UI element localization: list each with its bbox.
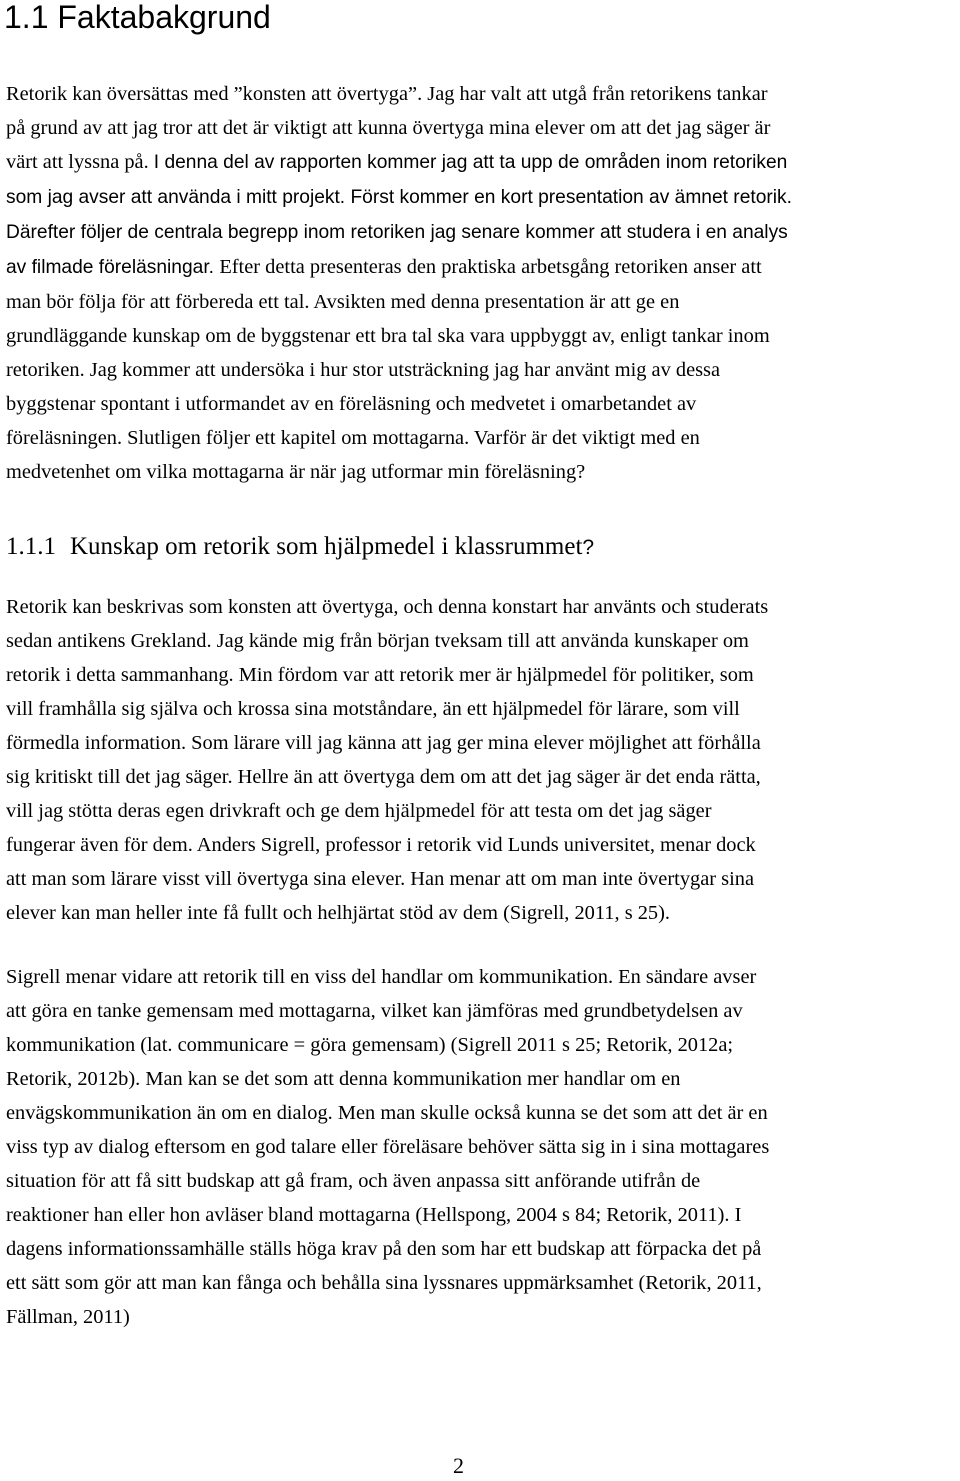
text-line: Retorik kan beskrivas som konsten att övertyga, och denna konstart har använts och studerats [6,596,769,618]
text-line: sig kritiskt till det jag säger. Hellre än att övertyga dem om att det jag säger är det enda rätta, [6,766,761,788]
text-line [6,250,958,285]
text-line: fungerar även för dem. Anders Sigrell, professor i retorik vid Lunds universitet, menar dock [6,834,756,856]
text-line [6,421,958,455]
text-line: Fällman, 2011) [6,1306,130,1328]
text-line [6,353,958,387]
text-line: Retorik, 2012b). Man kan se det som att denna kommunikation mer handlar om en [6,1068,681,1090]
text-line [6,387,958,421]
text-segment: värt att lyssna på. [6,151,154,173]
text-line: sedan antikens Grekland. Jag kände mig från början tveksam till att använda kunskaper om [6,630,749,652]
text-line [6,180,958,215]
text-segment: Retorik kan översättas med ”konsten att övertyga”. Jag har valt att utgå från retorikens tankar [6,83,768,105]
text-line: att man som lärare visst vill övertyga sina elever. Han menar att om man inte övertygar sina [6,868,754,890]
text-line: dagens informationssamhälle ställs höga krav på den som har ett budskap att förpacka det på [6,1238,762,1260]
body-paragraph-1 [6,590,958,930]
text-segment: Därefter följer de centrala begrepp inom retoriken jag senare kommer att studera i en analys [6,222,788,243]
text-line: Sigrell menar vidare att retorik till en viss del handlar om kommunikation. En sändare avser [6,966,757,988]
text-segment: Efter detta presenteras den praktiska arbetsgång retoriken anser att [219,256,762,278]
text-line: viss typ av dialog eftersom en god talare eller föreläsare behöver sätta sig in i sina mottagares [6,1136,770,1158]
text-line: vill framhålla sig själva och krossa sina motståndare, än ett hjälpmedel för lärare, som vill [6,698,740,720]
text-line: förmedla information. Som lärare vill jag känna att jag ger mina elever möjlighet att förhålla [6,732,761,754]
text-line: vill jag stötta deras egen drivkraft och ge dem hjälpmedel för att testa om det jag säger [6,800,712,822]
subsection-title-suffix: ? [582,536,595,559]
text-segment: medvetenhet om vilka mottagarna är när jag utformar min föreläsning? [6,461,586,483]
text-line: att göra en tanke gemensam med mottagarna, vilket kan jämföras med grundbetydelsen av [6,1000,743,1022]
text-line [6,455,958,489]
text-line: kommunikation (lat. communicare = göra gemensam) (Sigrell 2011 s 25; Retorik, 2012a; [6,1034,734,1056]
page-number: 2 [453,1453,464,1478]
text-segment: man bör följa för att förbereda ett tal. Avsikten med denna presentation är att ge en [6,291,680,313]
section-heading: 1.1 Faktabakgrund [4,0,271,35]
subsection-title: Kunskap om retorik som hjälpmedel i klassrummet [70,533,583,560]
body-paragraph-2 [6,960,958,1334]
text-line [6,319,958,353]
intro-paragraph [6,77,958,489]
text-line: elever kan man heller inte få fullt och helhjärtat stöd av dem (Sigrell, 2011, s 25). [6,902,670,924]
text-segment: grundläggande kunskap om de byggstenar ett bra tal ska vara uppbyggt av, enligt tankar inom [6,325,770,347]
text-line [6,77,958,111]
text-line: ett sätt som gör att man kan fånga och behålla sina lyssnares uppmärksamhet (Retorik, 2011, [6,1272,762,1294]
text-line: reaktioner han eller hon avläser bland mottagarna (Hellspong, 2004 s 84; Retorik, 2011). I [6,1204,742,1226]
text-segment: retoriken. Jag kommer att undersöka i hur stor utsträckning jag har använt mig av dessa [6,359,721,381]
text-segment: byggstenar spontant i utformandet av en föreläsning och medvetet i omarbetandet av [6,393,697,415]
subsection-heading [6,528,594,567]
text-line: envägskommunikation än om en dialog. Men man skulle också kunna se det som att det är en [6,1102,768,1124]
text-segment: I denna del av rapporten kommer jag att ta upp de områden inom retoriken [153,152,788,173]
text-segment: föreläsningen. Slutligen följer ett kapitel om mottagarna. Varför är det viktigt med en [6,427,700,449]
subsection-number: 1.1.1 [6,533,56,560]
text-line [6,145,958,180]
text-line [6,111,958,145]
text-line: retorik i detta sammanhang. Min fördom var att retorik mer är hjälpmedel för politiker, som [6,664,754,686]
text-segment: på grund av att jag tror att det är viktigt att kunna övertyga mina elever om att det jag säger är [6,117,771,139]
text-line [6,285,958,319]
text-segment: av filmade föreläsningar. [6,257,220,278]
text-segment: som jag avser att använda i mitt projekt. Först kommer en kort presentation av ämnet retorik. [6,187,792,208]
text-line: situation för att få sitt budskap att gå fram, och även anpassa sitt anförande utifrån de [6,1170,701,1192]
text-line [6,215,958,250]
